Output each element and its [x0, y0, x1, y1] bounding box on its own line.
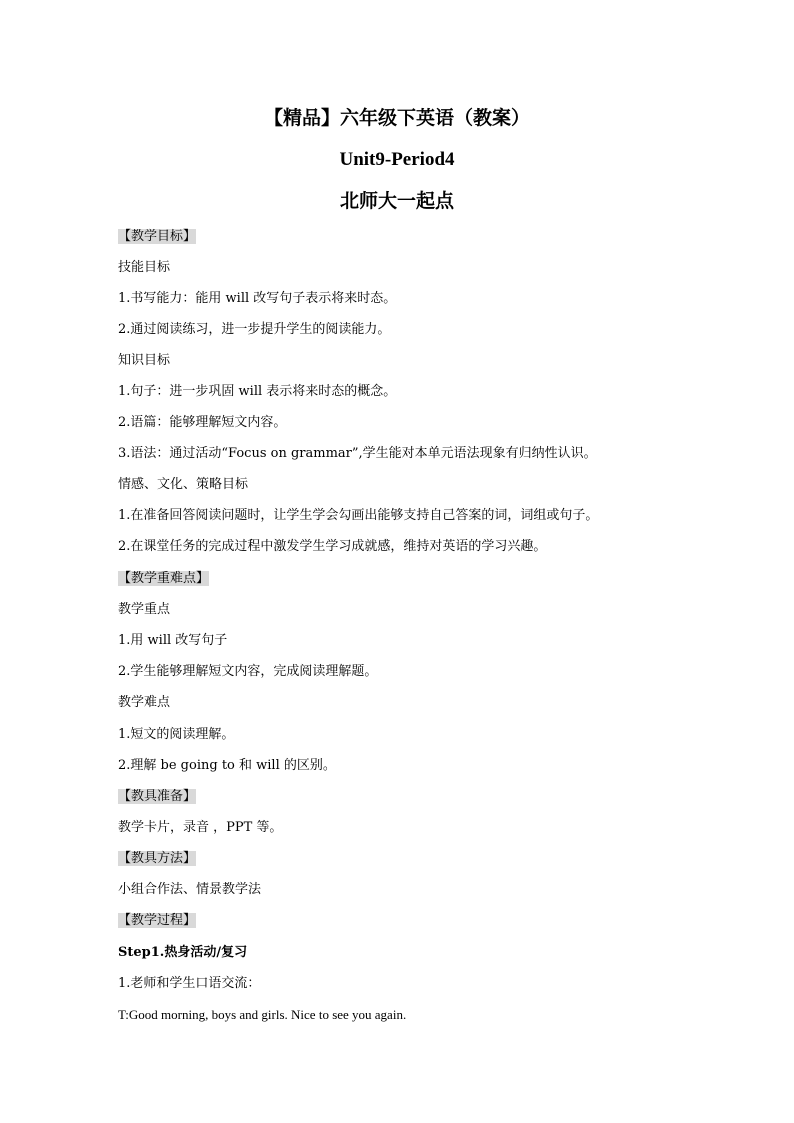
section-heading-process: 【教学过程】	[118, 913, 197, 928]
paragraph-methods: 小组合作法、情景教学法	[118, 882, 262, 897]
step-heading-warmup: Step1.热身活动/复习	[118, 945, 248, 960]
section-heading-objectives: 【教学目标】	[118, 229, 197, 244]
paragraph-difficult-2: 2.理解 be going to 和 will 的区别。	[118, 758, 336, 773]
section-heading-materials: 【教具准备】	[118, 789, 197, 804]
paragraph-step-1: 1.老师和学生口语交流：	[118, 976, 261, 991]
paragraph-key-1: 1.用 will 改写句子	[118, 633, 228, 648]
subheading-emotion-objectives: 情感、文化、策略目标	[118, 477, 249, 492]
paragraph-emotion-1: 1.在准备回答阅读问题时，让学生学会勾画出能够支持自己答案的词，词组或句子。	[118, 508, 599, 523]
paragraph-materials: 教学卡片，录音 ，PPT 等。	[118, 820, 283, 835]
paragraph-key-2: 2.学生能够理解短文内容，完成阅读理解题。	[118, 664, 378, 679]
paragraph-skill-1: 1.书写能力：能用 will 改写句子表示将来时态。	[118, 291, 397, 306]
subheading-skill-objectives: 技能目标	[118, 260, 171, 275]
document-unit-title: Unit9-Period4	[339, 149, 455, 170]
document-title: 【精品】六年级下英语（教案）	[263, 107, 530, 129]
paragraph-knowledge-1: 1.句子：进一步巩固 will 表示将来时态的概念。	[118, 384, 397, 399]
paragraph-skill-2: 2.通过阅读练习，进一步提升学生的阅读能力。	[118, 322, 391, 337]
paragraph-difficult-1: 1.短文的阅读理解。	[118, 727, 235, 742]
paragraph-dialogue: T:Good morning, boys and girls. Nice to see you again.	[118, 1007, 407, 1022]
paragraph-emotion-2: 2.在课堂任务的完成过程中激发学生学习成就感，维持对英语的学习兴趣。	[118, 539, 547, 554]
section-heading-key-points: 【教学重难点】	[118, 571, 210, 586]
paragraph-knowledge-2: 2.语篇：能够理解短文内容。	[118, 415, 287, 430]
section-heading-methods: 【教具方法】	[118, 851, 197, 866]
paragraph-knowledge-3: 3.语法：通过活动“Focus on grammar”,学生能对本单元语法现象有归纳性认识。	[118, 446, 597, 461]
subheading-key-points: 教学重点	[118, 602, 171, 617]
subheading-knowledge-objectives: 知识目标	[118, 353, 171, 368]
document-publisher-title: 北师大一起点	[339, 190, 454, 212]
subheading-difficult-points: 教学难点	[118, 695, 171, 710]
